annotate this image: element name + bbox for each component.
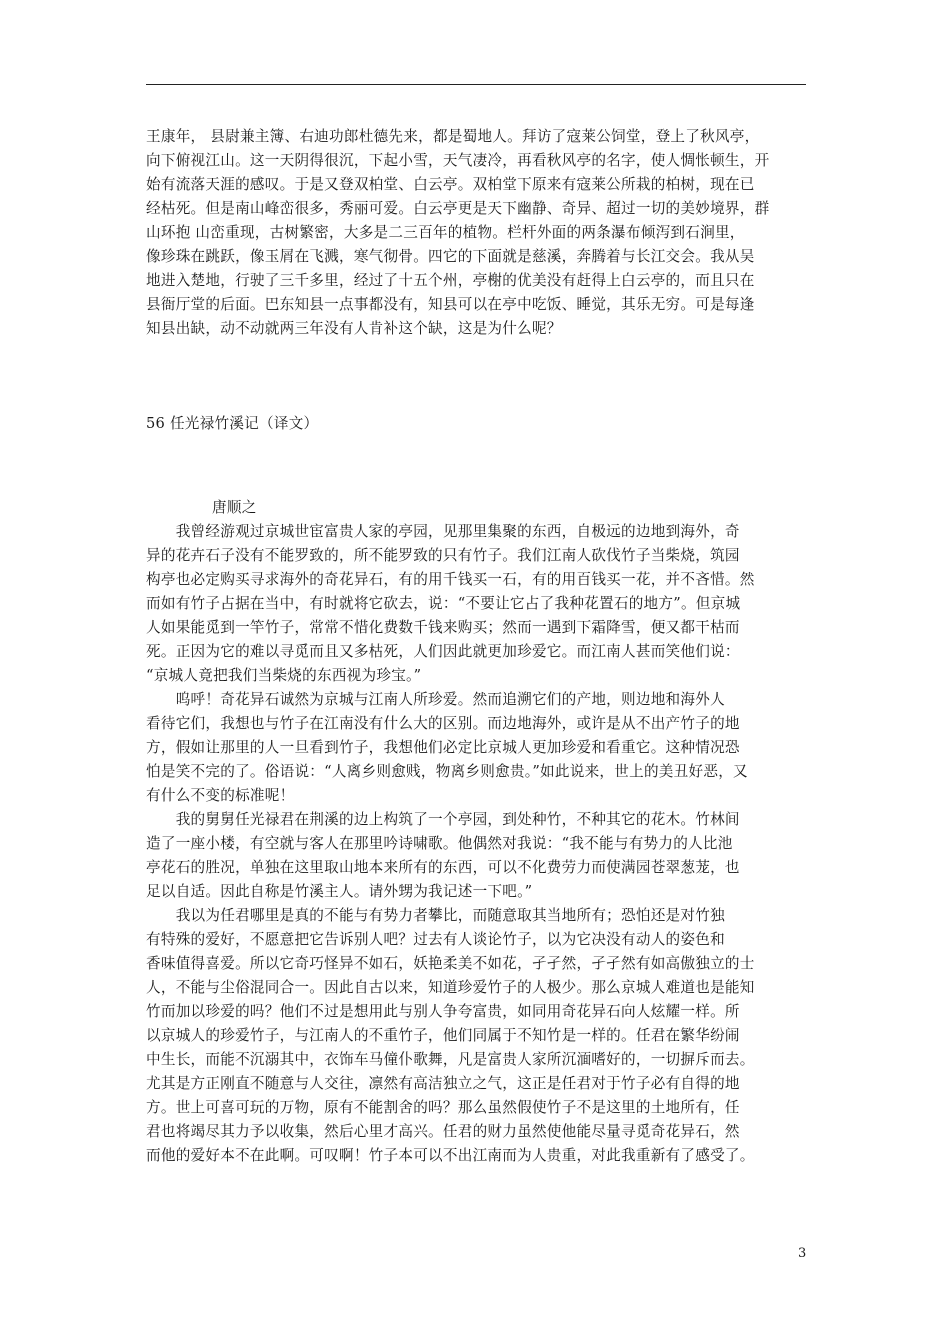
text-line: 以京城人的珍爱竹子，与江南人的不重竹子，他们同属于不知竹是一样的。任君在繁华纷闹 (146, 1027, 740, 1044)
text-line: 王康年， 县尉兼主簿、右迪功郎杜德先来，都是蜀地人。拜访了寇莱公饲堂，登上了秋风亭， (146, 128, 760, 145)
text-line: 而他的爱好本不在此啊。可叹啊！竹子本可以不出江南而为人贵重，对此我重新有了感受了。 (146, 1147, 755, 1164)
text-line: 我的舅舅任光禄君在荆溪的边上构筑了一个亭园，到处种竹，不种其它的花木。竹林间 (146, 811, 740, 828)
text-line: 方，假如让那里的人一旦看到竹子，我想他们必定比京城人更加珍爱和看重它。这种情况恐 (146, 739, 740, 756)
top-passage (146, 125, 810, 341)
text-line: 而如有竹子占据在当中，有时就将它砍去，说：“不要让它占了我种花置石的地方”。但京城 (146, 595, 741, 612)
text-line: 看待它们，我想也与竹子在江南没有什么大的区别。而边地海外，或许是从不出产竹子的地 (146, 715, 740, 732)
text-line: 人如果能觅到一竿竹子，常常不惜化费数千钱来购买；然而一遇到下霜降雪，便又都干枯而 (146, 619, 740, 636)
text-line: 有什么不变的标准呢！ (146, 787, 295, 804)
translation-body (146, 520, 810, 1168)
text-line: 山环抱 山峦重现，古树繁密，大多是二三百年的植物。栏杆外面的两条瀑布倾泻到石涧里， (146, 224, 745, 241)
text-line: 地进入楚地，行驶了三千多里，经过了十五个州，亭榭的优美没有赶得上白云亭的，而且只在 (146, 272, 755, 289)
page-number: 3 (798, 1246, 807, 1261)
text-line: 人，不能与尘俗混同合一。因此自古以来，知道珍爱竹子的人极少。那么京城人难道也是能知 (146, 979, 755, 996)
text-line: 亭花石的胜况，单独在这里取山地本来所有的东西，可以不化费劳力而使满园苍翠葱茏，也 (146, 859, 740, 876)
header-rule (146, 84, 806, 85)
text-line: 足以自适。因此自称是竹溪主人。请外甥为我记述一下吧。” (146, 883, 533, 900)
text-line: 死。正因为它的难以寻觅而且又多枯死，人们因此就更加珍爱它。而江南人甚而笑他们说： (146, 643, 740, 660)
text-line: 知县出缺，动不动就两三年没有人肯补这个缺，这是为什么呢？ (146, 320, 562, 337)
text-line: 尤其是方正刚直不随意与人交往，凛然有高洁独立之气，这正是任君对于竹子必有自得的地 (146, 1075, 740, 1092)
text-line: 构亭也必定购买寻求海外的奇花异石，有的用千钱买一石，有的用百钱买一花，并不吝惜。然 (146, 571, 755, 588)
text-line: 向下俯视江山。这一天阴得很沉，下起小雪，天气凄冷，再看秋风亭的名字，使人惆怅顿生，开 (146, 152, 770, 169)
text-line: 竹而加以珍爱的吗？他们不过是想用此与别人争夸富贵，如同用奇花异石向人炫耀一样。所 (146, 1003, 740, 1020)
text-line: 异的花卉石子没有不能罗致的，所不能罗致的只有竹子。我们江南人砍伐竹子当柴烧，筑园 (146, 547, 740, 564)
text-line: 君也将竭尽其力予以收集，然后心里才高兴。任君的财力虽然使他能尽量寻觅奇花异石，然 (146, 1123, 740, 1140)
text-line: 县衙厅堂的后面。巴东知县一点事都没有，知县可以在亭中吃饭、睡觉，其乐无穷。可是每逢 (146, 296, 755, 313)
text-line: 中生长，而能不沉溺其中，衣饰车马僮仆歌舞，凡是富贵人家所沉湎嗜好的，一切摒斥而去。 (146, 1051, 755, 1068)
text-line: “京城人竟把我们当柴烧的东西视为珍宝。” (146, 667, 422, 684)
text-line: 怕是笑不完的了。俗语说：“人离乡则愈贱，物离乡则愈贵。”如此说来，世上的美丑好恶，又 (146, 763, 748, 780)
text-line: 我曾经游观过京城世宦富贵人家的亭园，见那里集聚的东西，自极远的边地到海外，奇 (146, 523, 740, 540)
text-line: 香味值得喜爱。所以它奇巧怪异不如石，妖艳柔美不如花，孑孑然，孑孑然有如高傲独立的士 (146, 955, 755, 972)
author-name: 唐顺之 (212, 499, 257, 516)
text-line: 像珍珠在跳跃，像玉屑在飞溅，寒气彻骨。四它的下面就是慈溪，奔腾着与长江交会。我从吴 (146, 248, 755, 265)
text-line: 有特殊的爱好，不愿意把它告诉别人吧？过去有人谈论竹子，以为它决没有动人的姿色和 (146, 931, 725, 948)
text-line: 呜呼！奇花异石诚然为京城与江南人所珍爱。然而追溯它们的产地，则边地和海外人 (146, 691, 725, 708)
text-line: 我以为任君哪里是真的不能与有势力者攀比，而随意取其当地所有；恐怕还是对竹独 (146, 907, 725, 924)
text-line: 始有流落天涯的感叹。于是又登双柏堂、白云亭。双柏堂下原来有寇莱公所栽的柏树，现在已 (146, 176, 755, 193)
text-line: 造了一座小楼，有空就与客人在那里吟诗啸歌。他偶然对我说：“我不能与有势力的人比池 (146, 835, 733, 852)
text-line: 方。世上可喜可玩的万物，原有不能割舍的吗？那么虽然假使竹子不是这里的土地所有，任 (146, 1099, 740, 1116)
section-heading: 56 任光禄竹溪记（译文） (146, 415, 319, 432)
text-line: 经枯死。但是南山峰峦很多，秀丽可爱。白云亭更是天下幽静、奇异、超过一切的美妙境界，群 (146, 200, 770, 217)
